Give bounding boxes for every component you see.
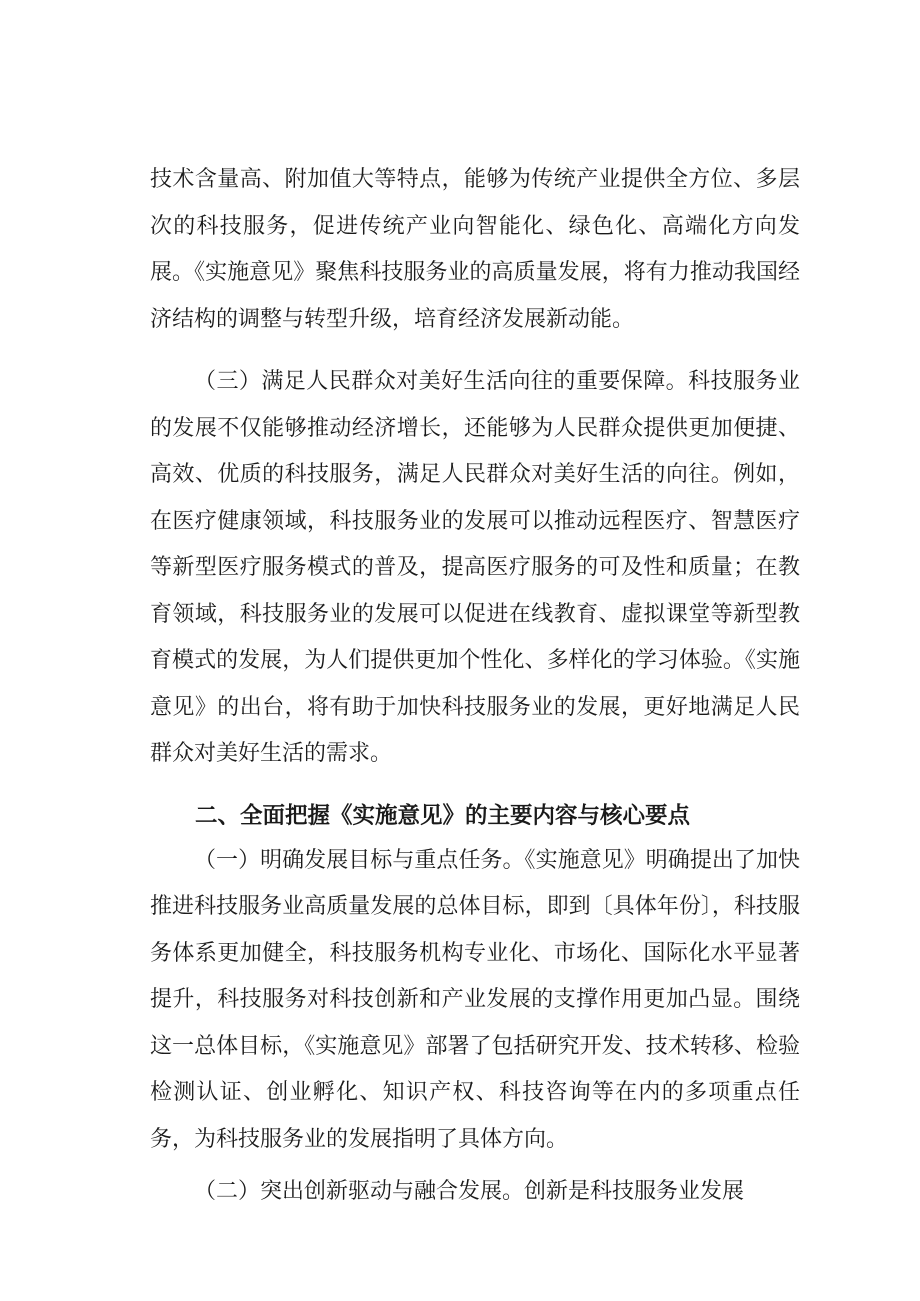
paragraph-subsection-two: （二）突出创新驱动与融合发展。创新是科技服务业发展 xyxy=(194,1179,745,1204)
section-heading-two: 二、全面把握《实施意见》的主要内容与核心要点 xyxy=(195,802,691,829)
paragraph-subsection-one: （一）明确发展目标与重点任务。《实施意见》明确提出了加快推进科技服务业高质量发展的总体目标，即到〔具体年份〕，科技服务体系更加健全，科技服务机构专业化、市场化、国际化水平显著提升，科技服务对科技创新和产业发展的支撑作用更加凸显。围绕这一总体目标，《实施意见》部署了包括研究开发、技术转移、检验检测认证、创业孵化、知识产权、科技咨询等在内的多项重点任务，为科技服务业的发展指明了具体方向。 xyxy=(150,847,800,1152)
document-page xyxy=(150,157,800,1232)
paragraph-continuation: 技术含量高、附加值大等特点，能够为传统产业提供全方位、多层次的科技服务，促进传统产业向智能化、绿色化、高端化方向发展。《实施意见》聚焦科技服务业的高质量发展，将有力推动我国经济结构的调整与转型升级，培育经济发展新动能。 xyxy=(150,167,800,332)
paragraph-section-three: （三）满足人民群众对美好生活向往的重要保障。科技服务业的发展不仅能够推动经济增长，还能够为人民群众提供更加便捷、高效、优质的科技服务，满足人民群众对美好生活的向往。例如，在医疗健康领域，科技服务业的发展可以推动远程医疗、智慧医疗等新型医疗服务模式的普及，提高医疗服务的可及性和质量；在教育领域，科技服务业的发展可以促进在线教育、虚拟课堂等新型教育模式的发展，为人们提供更加个性化、多样化的学习体验。《实施意见》的出台，将有助于加快科技服务业的发展，更好地满足人民群众对美好生活的需求。 xyxy=(150,369,800,766)
